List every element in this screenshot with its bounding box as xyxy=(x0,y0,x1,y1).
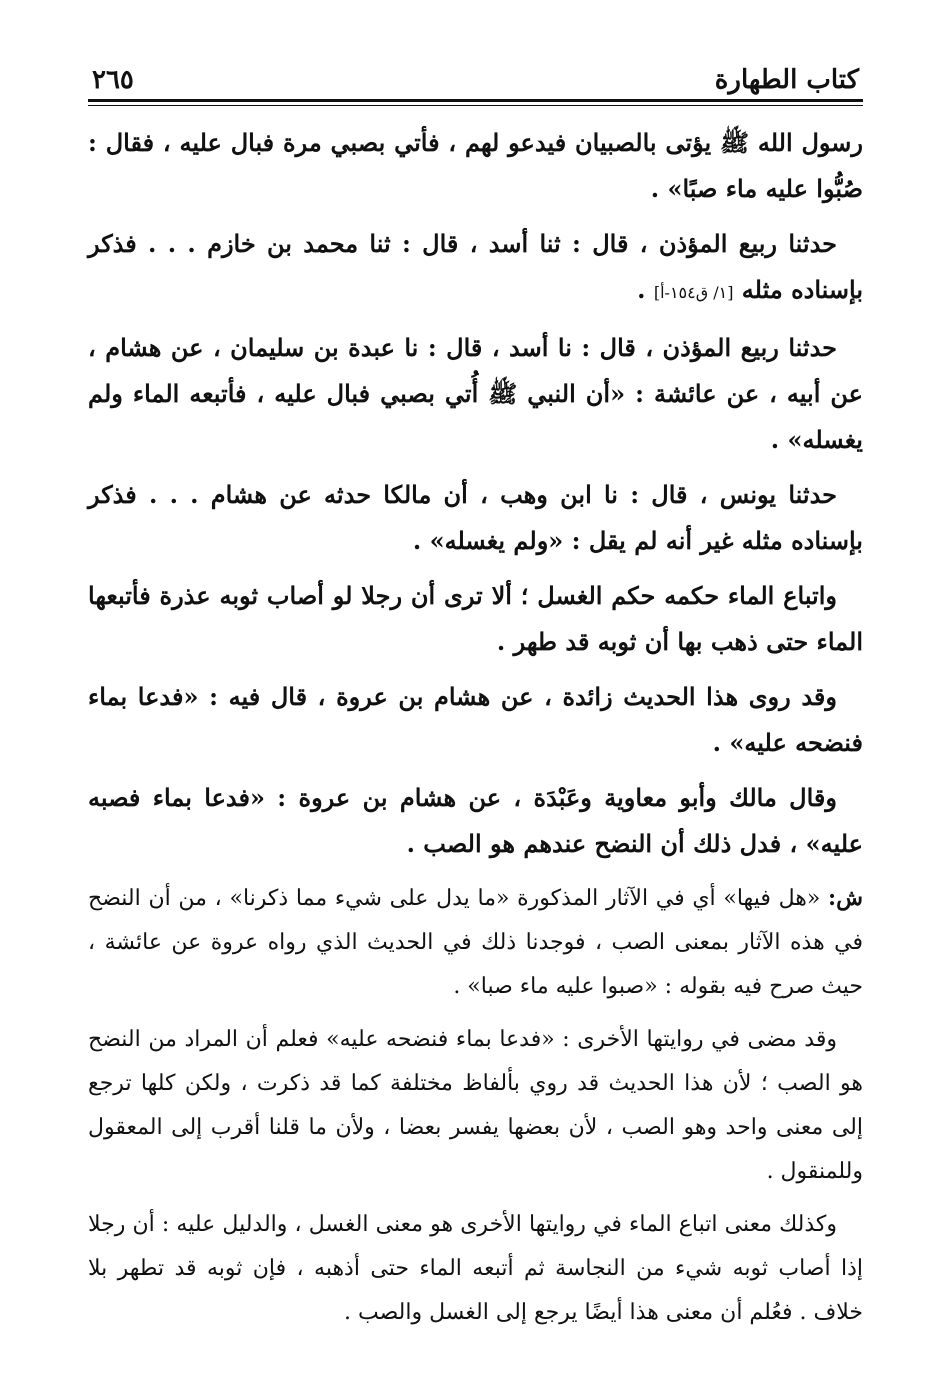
page-number: ٢٦٥ xyxy=(92,65,134,95)
commentary-paragraph-2: وقد مضى في روايتها الأخرى : «فدعا بماء فنضحه عليه» فعلم أن المراد من النضح هو الصب ؛ لأن هذا الحديث قد روي بألفاظ مختلفة كما قد ذكرت ، ولكن كلها ترجع إلى معنى واحد وهو الصب ، لأن بعضها يفسر بعضا ، ولأن ما قلنا أقرب إلى المعقول وللمنقول . xyxy=(88,1027,863,1184)
hadith-paragraph-6: وقد روى هذا الحديث زائدة ، عن هشام بن عروة ، قال فيه : «فدعا بماء فنضحه عليه» . xyxy=(88,682,863,757)
commentary-marker: ش: xyxy=(828,885,863,911)
header-rule xyxy=(88,99,863,106)
page xyxy=(88,55,863,1344)
page-body xyxy=(88,120,863,1335)
chapter-title: كتاب الطهارة xyxy=(714,65,859,95)
hadith-paragraph-1: رسول الله ﷺ يؤتى بالصبيان فيدعو لهم ، فأتي بصبي مرة فبال عليه ، فقال : صُبُّوا عليه ماء صبًا» . xyxy=(88,128,864,203)
commentary-paragraph-3: وكذلك معنى اتباع الماء في روايتها الأخرى هو معنى الغسل ، والدليل عليه : أن رجلا إذا أصاب ثوبه شيء من النجاسة ثم أتبعه الماء حتى أذهبه ، فإن ثوبه قد تطهر بلا خلاف . فعُلم أن معنى هذا أيضًا يرجع إلى الغسل والصب . xyxy=(88,1212,863,1325)
hadith-paragraph-2-end: . xyxy=(637,275,654,304)
hadith-paragraph-4: حدثنا يونس ، قال : نا ابن وهب ، أن مالكا حدثه عن هشام . . . فذكر بإسناده مثله غير أنه لم يقل : «ولم يغسله» . xyxy=(88,480,863,555)
hadith-paragraph-2 xyxy=(88,221,863,316)
hadith-paragraph-7: وقال مالك وأبو معاوية وعَبْدَة ، عن هشام بن عروة : «فدعا بماء فصبه عليه» ، فدل ذلك أن النضح عندهم هو الصب . xyxy=(88,783,863,858)
page-header xyxy=(88,55,863,95)
commentary-paragraph-1-text: «هل فيها» أي في الآثار المذكورة «ما يدل على شيء مما ذكرنا» ، من أن النضح في هذه الآثار بمعنى الصب ، فوجدنا ذلك في الحديث الذي رواه عروة عن عائشة ، حيث صرح فيه بقوله : «صبوا عليه ماء صبا» . xyxy=(88,886,863,999)
hadith-paragraph-2-text: حدثنا ربيع المؤذن ، قال : ثنا أسد ، قال : ثنا محمد بن خازم . . . فذكر بإسناده مثله xyxy=(88,229,863,304)
hadith-paragraph-3: حدثنا ربيع المؤذن ، قال : نا أسد ، قال : نا عبدة بن سليمان ، عن هشام ، عن أبيه ، عن عائشة : «أن النبي ﷺ أُتي بصبي فبال عليه ، فأتبعه الماء ولم يغسله» . xyxy=(88,333,863,454)
manuscript-reference: [١/ ق١٥٤-أ] xyxy=(653,283,734,302)
commentary-paragraph-1 xyxy=(88,876,863,1009)
hadith-paragraph-5: واتباع الماء حكمه حكم الغسل ؛ ألا ترى أن رجلا لو أصاب ثوبه عذرة فأتبعها الماء حتى ذهب بها أن ثوبه قد طهر . xyxy=(88,581,863,656)
